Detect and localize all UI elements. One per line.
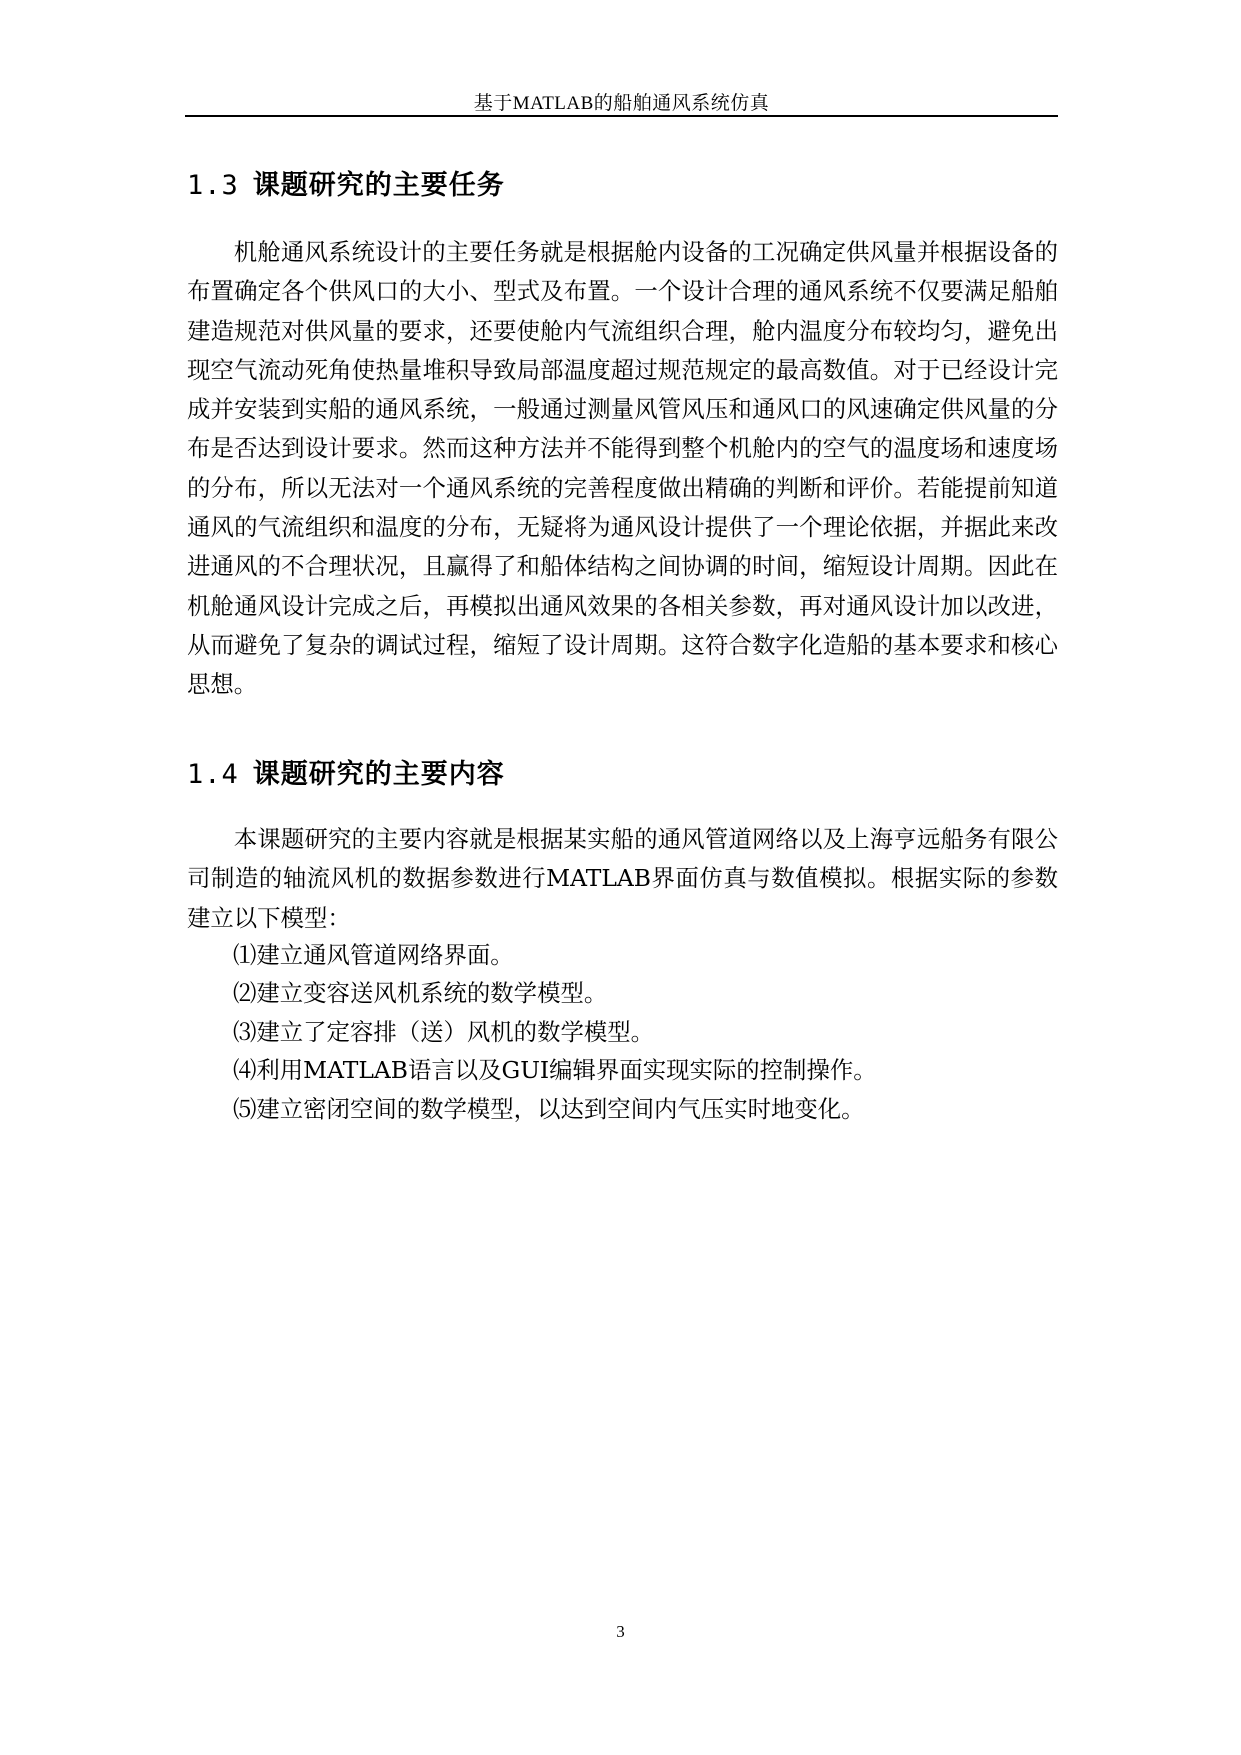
list-item: ⑶建立了定容排（送）风机的数学模型。 — [233, 1017, 655, 1046]
page-number: 3 — [616, 1622, 625, 1641]
section-heading-1-3 — [187, 163, 505, 202]
header-rule — [185, 115, 1058, 117]
section-heading-1-4 — [187, 752, 505, 791]
list-item: ⑴建立通风管道网络界面。 — [233, 941, 514, 969]
list-item: ⑵建立变容送风机系统的数学模型。 — [233, 979, 608, 1008]
section-title: 课题研究的主要任务 — [252, 170, 505, 201]
section-number: 1.4 — [187, 759, 239, 790]
section-number: 1.3 — [187, 170, 239, 201]
model-list — [233, 936, 877, 1128]
running-header: 基于MATLAB的船舶通风系统仿真 — [473, 93, 770, 114]
list-item: ⑸建立密闭空间的数学模型，以达到空间内气压实时地变化。 — [233, 1094, 865, 1123]
section-paragraph: 本课题研究的主要内容就是根据某实船的通风管道网络以及上海亨远船务有限公司制造的轴流风机的数据参数进行MATLAB界面仿真与数值模拟。根据实际的参数建立以下模型： — [187, 825, 1058, 932]
section-title: 课题研究的主要内容 — [252, 759, 505, 790]
section-paragraph: 机舱通风系统设计的主要任务就是根据舱内设备的工况确定供风量并根据设备的布置确定各个供风口的大小、型式及布置。一个设计合理的通风系统不仅要满足船舶建造规范对供风量的要求，还要使舱内气流组织合理，舱内温度分布较均匀，避免出现空气流动死角使热量堆积导致局部温度超过规范规定的最高数值。对于已经设计完成并安装到实船的通风系统，一般通过测量风管风压和通风口的风速确定供风量的分布是否达到设计要求。然而这种方法并不能得到整个机舱内的空气的温度场和速度场的分布，所以无法对一个通风系统的完善程度做出精确的判断和评价。若能提前知道通风的气流组织和温度的分布，无疑将为通风设计提供了一个理论依据，并据此来改进通风的不合理状况，且赢得了和船体结构之间协调的时间，缩短设计周期。因此在机舱通风设计完成之后，再模拟出通风效果的各相关参数，再对通风设计加以改进，从而避免了复杂的调试过程，缩短了设计周期。这符合数字化造船的基本要求和核心思想。 — [187, 238, 1058, 699]
list-item: ⑷利用MATLAB语言以及GUI编辑界面实现实际的控制操作。 — [233, 1056, 877, 1085]
